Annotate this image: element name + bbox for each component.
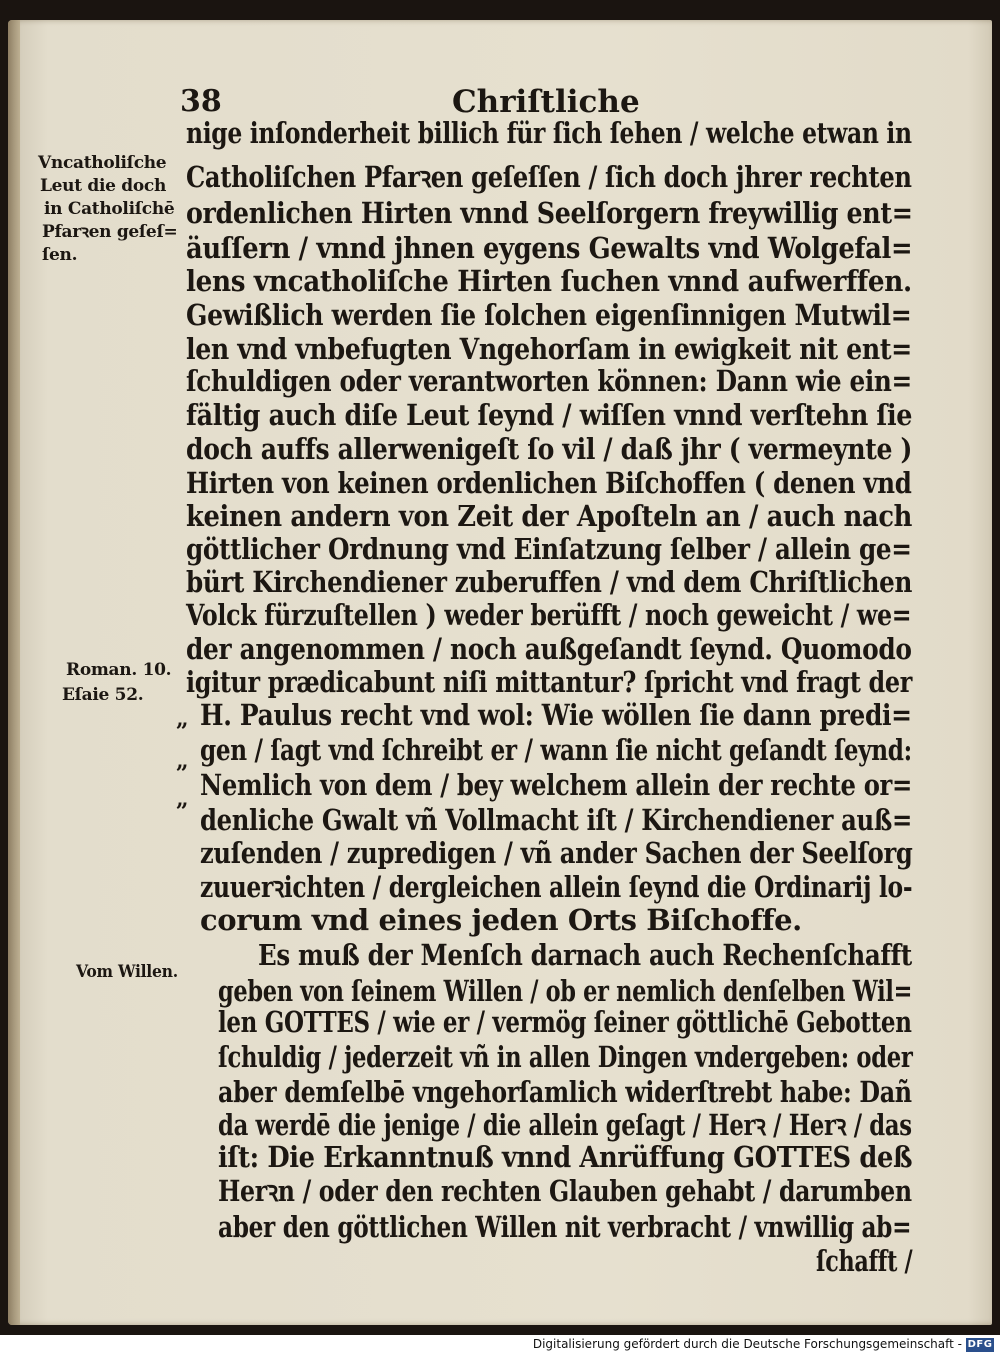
text-line: Herꝛn / oder den rechten Glauben gehabt / darumben <box>218 1174 912 1208</box>
text-line: len vnd vnbefugten Vngehorſam in ewigkeit nit ent= <box>186 332 912 366</box>
text-line: nige inſonderheit billich für ſich ſehen / welche etwan in <box>186 116 912 150</box>
quote-mark: „ <box>176 786 189 812</box>
page-number: 38 <box>180 84 222 119</box>
text-line: göttlicher Ordnung vnd Einſatzung ſelber / allein ge= <box>186 532 912 566</box>
text-line: corum vnd eines jeden Orts Biſchoffe. <box>200 903 802 937</box>
quote-mark: „ <box>176 706 189 732</box>
text-line: len GOTTES / wie er / vermög ſeiner göttlichē Gebotten <box>218 1005 912 1039</box>
margin-note: Leut die doch <box>40 176 167 196</box>
text-line: lens vncatholiſche Hirten ſuchen vnnd aufwerffen. <box>186 264 912 298</box>
margin-note: Eſaie 52. <box>62 685 144 705</box>
footer-credit: Digitalisierung gefördert durch die Deutsche Forschungsgemeinschaft - <box>532 1337 962 1351</box>
text-line: Nemlich von dem / bey welchem allein der rechte or= <box>200 768 913 802</box>
quote-mark: „ <box>176 748 189 774</box>
digitization-footer <box>0 1335 1000 1356</box>
running-head: Chriſtliche <box>452 84 640 120</box>
margin-note: Vom Willen. <box>76 962 178 982</box>
text-line: Hirten von keinen ordenlichen Biſchoffen ( denen vnd <box>186 466 912 500</box>
text-line: aber demſelbē vngehorſamlich widerſtrebt habe: Dañ <box>218 1075 912 1109</box>
text-line: igitur prædicabunt niſi mittantur? ſpricht vnd fragt der <box>186 665 912 699</box>
margin-note: Roman. 10. <box>66 660 172 680</box>
text-line: ſchuldig / jederzeit vñ in allen Dingen vndergeben: oder <box>218 1040 913 1074</box>
text-line: doch auffs allerwenigeſt ſo vil / daß jhr ( vermeynte ) <box>186 432 913 466</box>
margin-note: in Catholiſchē <box>44 199 175 219</box>
text-line: Catholiſchen Pfarꝛen geſeſſen / ſich doch jhrer rechten <box>186 160 912 194</box>
text-line: denliche Gwalt vñ Vollmacht iſt / Kirchendiener auß= <box>200 803 912 837</box>
margin-note: Pfarꝛen geſeſ= <box>42 222 178 242</box>
margin-note: ſen. <box>42 245 78 265</box>
text-line: keinen andern von Zeit der Apoſteln an / auch nach <box>186 499 913 533</box>
text-line: bürt Kirchendiener zuberuffen / vnd dem Chriſtlichen <box>186 565 913 599</box>
text-line: aber den göttlichen Willen nit verbracht / vnwillig ab= <box>218 1210 912 1244</box>
text-line: fältig auch diſe Leut ſeynd / wiſſen vnnd verſtehn ſie <box>186 398 913 432</box>
text-line: zuuerꝛichten / dergleichen allein ſeynd die Ordinarij lo- <box>200 870 913 904</box>
text-line: H. Paulus recht vnd wol: Wie wöllen ſie dann predi= <box>200 698 912 732</box>
text-line: Gewißlich werden ſie ſolchen eigenſinnigen Mutwil= <box>186 298 912 332</box>
text-line: der angenommen / noch außgeſandt ſeynd. Quomodo <box>186 632 912 666</box>
text-line: da werdē die jenige / die allein geſagt / Herꝛ / Herꝛ / das <box>218 1108 912 1142</box>
text-line: ordenlichen Hirten vnnd Seelſorgern freywillig ent= <box>186 196 913 230</box>
text-line: Volck fürzuſtellen ) weder berüfft / noch geweicht / we= <box>186 598 912 632</box>
text-line: äuſſern / vnnd jhnen eygens Gewalts vnd Wolgefal= <box>186 231 913 265</box>
text-line: zuſenden / zupredigen / vñ ander Sachen der Seelſorg <box>200 836 913 870</box>
text-line: geben von ſeinem Willen / ob er nemlich denſelben Wil= <box>218 974 913 1008</box>
text-line: Es muß der Menſch darnach auch Rechenſchafft <box>258 938 912 972</box>
text-line: iſt: Die Erkanntnuß vnnd Anrüffung GOTTES deß <box>218 1140 913 1174</box>
text-line: gen / ſagt vnd ſchreibt er / wann ſie nicht geſandt ſeynd: <box>200 733 912 767</box>
text-line: ſchafft / <box>816 1244 913 1278</box>
dfg-logo-icon: DFG <box>967 1339 993 1350</box>
text-line: ſchuldigen oder verantworten können: Dann wie ein= <box>186 364 912 398</box>
margin-note: Vncatholiſche <box>38 153 167 173</box>
